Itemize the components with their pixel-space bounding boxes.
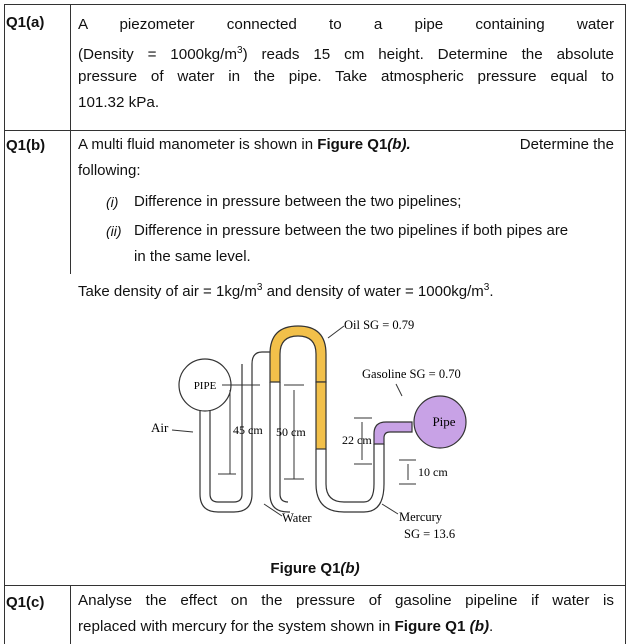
q1b-ii-number: (ii): [106, 223, 122, 239]
pipe-left-label: PIPE: [193, 380, 217, 392]
q1b-intro-end: Determine the: [519, 136, 614, 153]
question-table: [4, 4, 626, 644]
oil-bend: [270, 326, 326, 382]
figure-caption-i: (b): [340, 560, 360, 577]
manometer-figure: [4, 4, 626, 644]
figure-caption-text: Figure Q1: [270, 560, 341, 577]
right-u-inner: [326, 444, 374, 502]
q1b-i-number: (i): [106, 194, 119, 210]
q1a-line-2-sup: 3: [237, 45, 243, 56]
q1c-text: [78, 588, 614, 640]
q1a-line-3: pressure of water in the pipe. Take atmospheric pressure equal to: [78, 68, 614, 85]
oil-right-column: [316, 382, 326, 449]
q1a-label: Q1(a): [6, 14, 45, 31]
q1c-label: Q1(c): [6, 594, 45, 611]
pipe-right-label: Pipe: [432, 414, 456, 429]
air-leader: [172, 430, 193, 432]
oil-leader: [328, 326, 344, 338]
q1a-line-1: A piezometer connected to a pipe containing water: [78, 16, 614, 33]
link-top: [252, 352, 270, 364]
middle-left-inner: [280, 382, 288, 502]
figure-caption: [4, 560, 626, 577]
q1b-intro-text: A multi fluid manometer is shown in: [78, 136, 318, 153]
q1b-take-3: .: [489, 283, 494, 300]
q1b-ii-text2: in the same level.: [134, 248, 251, 265]
q1b-i-text: Difference in pressure between the two pipelines;: [134, 193, 462, 210]
q1b-take-1: Take density of air = 1kg/m: [78, 283, 257, 300]
q1a-line-2a: (Density = 1000kg/m: [78, 46, 237, 63]
q1a-line-2b: ) reads 15 cm height. Determine the absolute: [242, 46, 614, 63]
dim-10-label: 10 cm: [418, 465, 448, 479]
q1b-intro-figref-i: (b).: [387, 136, 411, 153]
q1b-ii-text: Difference in pressure between the two pipelines if both pipes are: [134, 222, 569, 239]
q1a-line-4: 101.32 kPa.: [78, 94, 160, 111]
gasoline-column: [374, 422, 412, 444]
mercury-leader: [382, 504, 398, 514]
q1b-take-sup2: 3: [483, 282, 490, 293]
q1c-line-2: [78, 614, 614, 640]
gasoline-leader: [396, 384, 402, 396]
gasoline-label: Gasoline SG = 0.70: [362, 367, 461, 381]
q1c-figref: Figure Q1: [394, 618, 466, 635]
q1b-label: Q1(b): [6, 137, 46, 154]
water-label: Water: [282, 511, 312, 525]
q1b-intro-figref: Figure Q1: [317, 136, 388, 153]
q1b-intro-line2: following:: [78, 162, 141, 179]
q1c-line-2a: replaced with mercury for the system shown in: [78, 618, 395, 635]
air-label: Air: [151, 420, 169, 435]
q1b-take-sup1: 3: [256, 282, 263, 293]
dim-45-label: 45 cm: [233, 423, 263, 437]
q1b-take-2: and density of water = 1000kg/m: [262, 283, 484, 300]
q1c-line-2d: .: [489, 618, 494, 635]
mercury-label: Mercury: [399, 510, 443, 524]
dim-22-label: 22 cm: [342, 433, 372, 447]
q1c-line-1: Analyse the effect on the pressure of gasoline pipeline if water is: [78, 592, 614, 609]
oil-label: Oil SG = 0.79: [344, 318, 415, 332]
dim-50-label: 50 cm: [276, 425, 306, 439]
q1c-figref-i: (b): [465, 618, 490, 635]
mercury-sg-label: SG = 13.6: [404, 527, 456, 541]
